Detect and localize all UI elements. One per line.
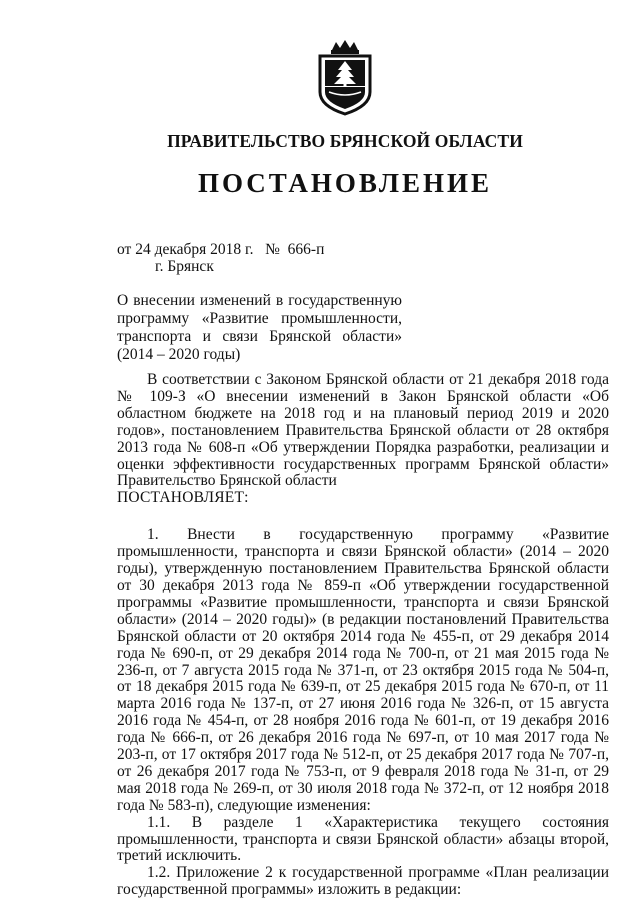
document-date-number: от 24 декабря 2018 г. № 666-п xyxy=(117,241,325,258)
bryansk-coat-of-arms-icon xyxy=(314,40,376,116)
item-paragraph: 1.1. В разделе 1 «Характеристика текущего состояния промышленности, транспорта и связи Брянской области» абзацы второй, третий исключить. xyxy=(117,813,609,865)
item-paragraph: 1. Внести в государственную программу «Развитие промышленности, транспорта и связи Брянской области» (2014 – 2020 годы), утвержденную постановлением Правительства Брянской области от 30 декабря 2013 года № 859-п «Об утверждении государственной программы «Развитие промышленности, транспорта и связи Брянской области» (2014 – 2020 годы)» (в редакции постановлений Правительства Брянской области от 20 октября 2014 года № 455-п, от 29 декабря 2014 года № 690-п, от 29 декабря 2014 года № 700-п, от 21 мая 2015 года № 236-п, от 7 августа 2015 года № 371-п, от 23 октября 2015 года № 504-п, от 18 декабря 2015 года № 639-п, от 25 декабря 2015 года № 670-п, от 11 марта 2016 года № 137-п, от 27 июня 2016 года № 326-п, от 15 августа 2016 года № 454-п, от 28 ноября 2016 года № 601-п, от 19 декабря 2016 года № 666-п, от 26 декабря 2016 года № 697-п, от 10 мая 2017 года № 203-п, от 17 октября 2017 года № 512-п, от 25 декабря 2017 года № 707-п, от 26 декабря 2017 года № 753-п, от 9 февраля 2018 года № 31-п, от 29 мая 2018 года № 269-п, от 30 июля 2018 года № 372-п, от 12 ноября 2018 года № 583-п), следующие изменения: xyxy=(117,526,609,814)
document-city: г. Брянск xyxy=(155,258,214,275)
preamble-paragraph: В соответствии с Законом Брянской области от 21 декабря 2018 года № 109-З «О внесении изменений в Закон Брянской области «Об областном бюджете на 2018 год и на плановый период 2019 и 2020 годов», постановлением Правительства Брянской области от 28 октября 2013 года № 608-п «Об утверждении Порядка разработки, реализации и оценки эффективности государственных программ Брянской области» Правительство Брянской области xyxy=(117,371,609,490)
document-subject xyxy=(117,292,402,364)
subject-line: транспорта и связи Брянской области» xyxy=(117,328,402,345)
decree-word: ПОСТАНОВЛЯЕТ: xyxy=(117,489,249,507)
item-paragraph: 1.2. Приложение 2 к государственной программе «План реализации государственной программы» изложить в редакции: xyxy=(117,864,609,899)
subject-line: О внесении изменений в государственную xyxy=(117,292,402,309)
subject-line: (2014 – 2020 годы) xyxy=(117,346,241,363)
document-body xyxy=(117,372,609,899)
organization-title: ПРАВИТЕЛЬСТВО БРЯНСКОЙ ОБЛАСТИ xyxy=(167,131,523,151)
document-type-title: ПОСТАНОВЛЕНИЕ xyxy=(197,168,493,198)
subject-line: программу «Развитие промышленности, xyxy=(117,310,402,327)
